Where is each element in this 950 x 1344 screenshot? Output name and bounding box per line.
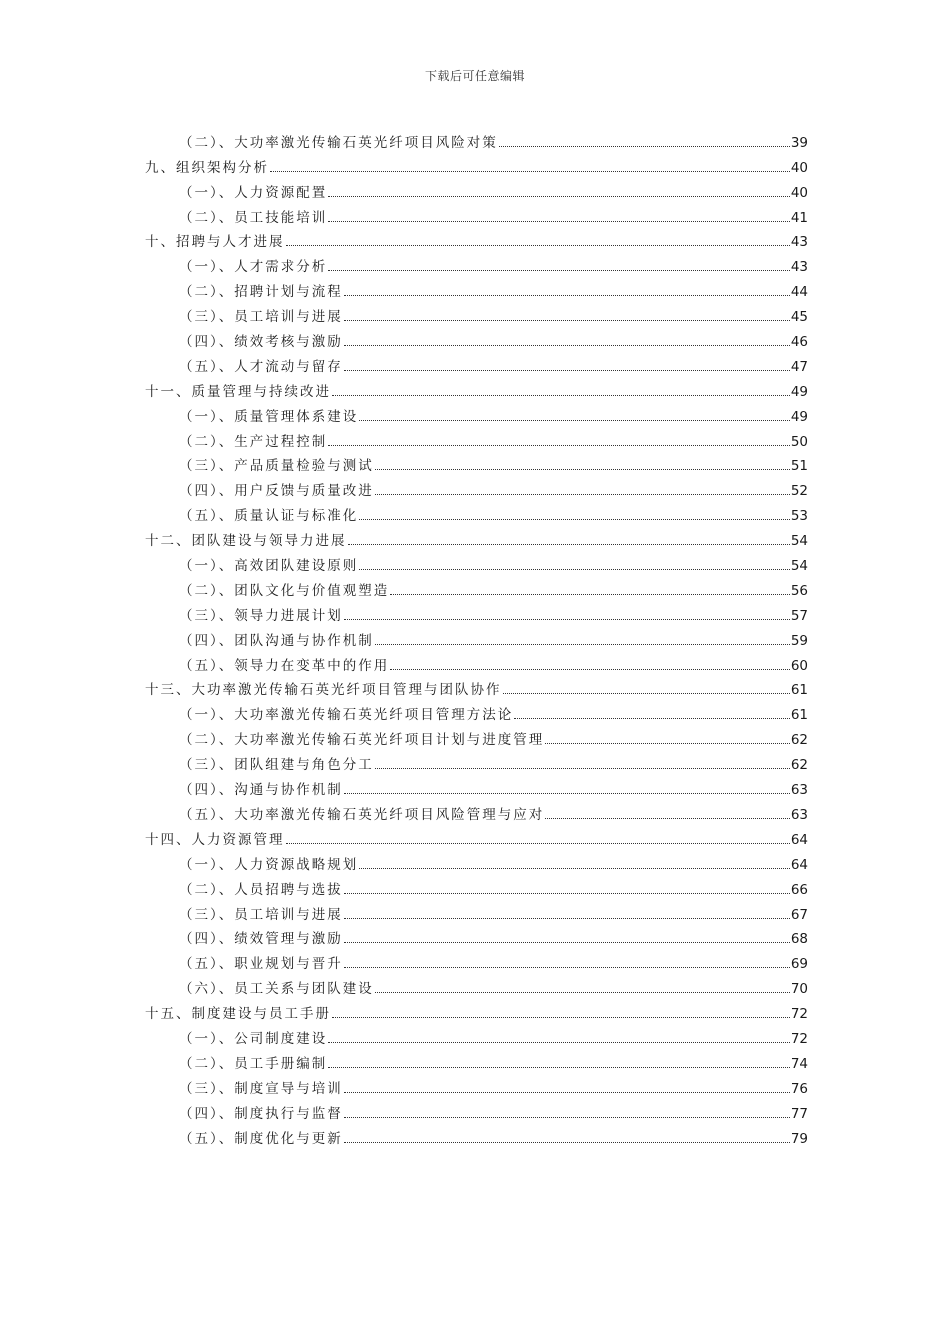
toc-dot-leader [390,594,790,595]
toc-entry-title: （三）、员工培训与进展 [179,309,343,326]
toc-page-number: 54 [790,533,808,550]
toc-section-entry[interactable] [145,1047,808,1072]
toc-dot-leader [328,445,790,446]
toc-entry-title: （四）、用户反馈与质量改进 [179,483,374,500]
toc-dot-leader [344,918,790,919]
toc-page-number: 40 [790,159,808,176]
toc-section-entry[interactable] [145,599,808,624]
toc-page-number: 77 [790,1105,808,1122]
toc-entry-title: （一）、公司制度建设 [179,1030,328,1047]
toc-entry-title: 十、招聘与人才进展 [145,234,285,251]
toc-entry-title: （一）、大功率激光传输石英光纤项目管理方法论 [179,707,514,724]
toc-page-number: 53 [790,508,808,525]
toc-dot-leader [344,370,790,371]
toc-page-number: 67 [790,906,808,923]
toc-page-number: 66 [790,881,808,898]
toc-dot-leader [344,1142,790,1143]
toc-section-entry[interactable] [145,1022,808,1047]
toc-dot-leader [344,619,790,620]
toc-entry-title: （一）、人力资源配置 [179,184,328,201]
toc-entry-title: （三）、领导力进展计划 [179,607,343,624]
toc-page-number: 47 [790,358,808,375]
toc-dot-leader [332,1017,790,1018]
toc-entry-title: （四）、绩效管理与激励 [179,931,343,948]
toc-dot-leader [545,743,790,744]
toc-section-entry[interactable] [145,723,808,748]
toc-section-entry[interactable] [145,873,808,898]
toc-entry-title: （二）、生产过程控制 [179,433,328,450]
toc-section-entry[interactable] [145,350,808,375]
toc-dot-leader [328,270,790,271]
toc-dot-leader [359,519,790,520]
toc-dot-leader [286,245,790,246]
toc-page-number: 39 [790,134,808,151]
toc-section-entry[interactable] [145,923,808,948]
toc-dot-leader [344,942,790,943]
toc-entry-title: （五）、领导力在变革中的作用 [179,657,390,674]
toc-page-number: 62 [790,757,808,774]
toc-page-number: 74 [790,1055,808,1072]
toc-dot-leader [503,693,790,694]
toc-chapter-entry[interactable] [145,674,808,699]
toc-section-entry[interactable] [145,474,808,499]
toc-page-number: 64 [790,831,808,848]
toc-page-number: 46 [790,334,808,351]
toc-entry-title: （二）、大功率激光传输石英光纤项目计划与进度管理 [179,732,545,749]
toc-entry-title: （五）、制度优化与更新 [179,1130,343,1147]
toc-page-number: 70 [790,981,808,998]
toc-entry-title: （四）、制度执行与监督 [179,1105,343,1122]
toc-dot-leader [344,1117,790,1118]
toc-section-entry[interactable] [145,176,808,201]
toc-page-number: 63 [790,782,808,799]
toc-page-number: 59 [790,632,808,649]
toc-dot-leader [286,843,790,844]
toc-page-number: 61 [790,682,808,699]
toc-section-entry[interactable] [145,400,808,425]
toc-chapter-entry[interactable] [145,823,808,848]
toc-page-number: 79 [790,1130,808,1147]
toc-section-entry[interactable] [145,275,808,300]
toc-page-number: 69 [790,956,808,973]
toc-section-entry[interactable] [145,1072,808,1097]
toc-dot-leader [348,544,790,545]
toc-page-number: 76 [790,1080,808,1097]
toc-dot-leader [270,171,790,172]
toc-page-number: 64 [790,856,808,873]
toc-entry-title: 十五、制度建设与员工手册 [145,1006,331,1023]
toc-entry-title: 九、组织架构分析 [145,159,269,176]
toc-section-entry[interactable] [145,126,808,151]
toc-dot-leader [390,669,790,670]
toc-section-entry[interactable] [145,947,808,972]
toc-page-number: 60 [790,657,808,674]
toc-chapter-entry[interactable] [145,226,808,251]
toc-entry-title: （五）、职业规划与晋升 [179,956,343,973]
toc-dot-leader [328,1042,790,1043]
toc-page-number: 43 [790,234,808,251]
toc-dot-leader [375,992,790,993]
toc-section-entry[interactable] [145,549,808,574]
toc-entry-title: （一）、高效团队建设原则 [179,558,359,575]
toc-dot-leader [375,768,790,769]
toc-entry-title: （四）、沟通与协作机制 [179,782,343,799]
toc-section-entry[interactable] [145,748,808,773]
toc-section-entry[interactable] [145,898,808,923]
toc-entry-title: （一）、人力资源战略规划 [179,856,359,873]
toc-page-number: 52 [790,483,808,500]
toc-page-number: 62 [790,732,808,749]
toc-dot-leader [545,818,790,819]
toc-entry-title: （三）、团队组建与角色分工 [179,757,374,774]
toc-dot-leader [328,196,790,197]
toc-entry-title: （二）、大功率激光传输石英光纤项目风险对策 [179,134,498,151]
toc-section-entry[interactable] [145,201,808,226]
toc-page-number: 68 [790,931,808,948]
toc-entry-title: （五）、人才流动与留存 [179,358,343,375]
toc-page-number: 49 [790,408,808,425]
toc-page-number: 54 [790,558,808,575]
toc-entry-title: 十二、团队建设与领导力进展 [145,533,347,550]
toc-entry-title: （二）、人员招聘与选拔 [179,881,343,898]
toc-section-entry[interactable] [145,450,808,475]
toc-dot-leader [344,893,790,894]
toc-chapter-entry[interactable] [145,375,808,400]
toc-section-entry[interactable] [145,425,808,450]
toc-entry-title: （二）、团队文化与价值观塑造 [179,582,390,599]
toc-entry-title: （五）、大功率激光传输石英光纤项目风险管理与应对 [179,806,545,823]
toc-page-number: 61 [790,707,808,724]
toc-section-entry[interactable] [145,1097,808,1122]
table-of-contents [145,126,808,1147]
toc-dot-leader [344,967,790,968]
toc-section-entry[interactable] [145,773,808,798]
toc-entry-title: （一）、质量管理体系建设 [179,408,359,425]
toc-entry-title: （四）、团队沟通与协作机制 [179,632,374,649]
toc-dot-leader [359,569,790,570]
toc-section-entry[interactable] [145,848,808,873]
toc-section-entry[interactable] [145,325,808,350]
toc-entry-title: （五）、质量认证与标准化 [179,508,359,525]
toc-page-number: 50 [790,433,808,450]
toc-section-entry[interactable] [145,499,808,524]
toc-section-entry[interactable] [145,972,808,997]
toc-page-number: 44 [790,284,808,301]
toc-dot-leader [344,345,790,346]
toc-page-number: 57 [790,607,808,624]
toc-entry-title: （二）、招聘计划与流程 [179,284,343,301]
toc-dot-leader [344,1092,790,1093]
toc-section-entry[interactable] [145,574,808,599]
toc-entry-title: 十四、人力资源管理 [145,831,285,848]
toc-dot-leader [328,1067,790,1068]
toc-dot-leader [344,295,790,296]
toc-dot-leader [514,718,790,719]
toc-page-number: 49 [790,383,808,400]
toc-entry-title: （三）、制度宣导与培训 [179,1080,343,1097]
toc-page-number: 51 [790,458,808,475]
toc-page-number: 43 [790,259,808,276]
page-header: 下载后可任意编辑 [424,69,525,83]
toc-entry-title: （四）、绩效考核与激励 [179,334,343,351]
toc-chapter-entry[interactable] [145,151,808,176]
toc-entry-title: （六）、员工关系与团队建设 [179,981,374,998]
toc-page-number: 45 [790,309,808,326]
toc-dot-leader [375,644,790,645]
toc-section-entry[interactable] [145,1122,808,1147]
toc-section-entry[interactable] [145,798,808,823]
toc-chapter-entry[interactable] [145,997,808,1022]
toc-dot-leader [344,793,790,794]
toc-dot-leader [332,395,790,396]
toc-entry-title: （二）、员工技能培训 [179,209,328,226]
toc-page-number: 41 [790,209,808,226]
toc-entry-title: 十一、质量管理与持续改进 [145,383,331,400]
toc-section-entry[interactable] [145,624,808,649]
toc-dot-leader [359,868,790,869]
toc-dot-leader [328,221,790,222]
toc-page-number: 40 [790,184,808,201]
toc-chapter-entry[interactable] [145,524,808,549]
toc-page-number: 72 [790,1006,808,1023]
toc-section-entry[interactable] [145,649,808,674]
toc-entry-title: （三）、员工培训与进展 [179,906,343,923]
toc-entry-title: （一）、人才需求分析 [179,259,328,276]
toc-dot-leader [375,469,790,470]
toc-dot-leader [499,146,790,147]
toc-dot-leader [344,320,790,321]
toc-page-number: 63 [790,806,808,823]
toc-section-entry[interactable] [145,250,808,275]
toc-entry-title: （三）、产品质量检验与测试 [179,458,374,475]
toc-dot-leader [375,494,790,495]
toc-dot-leader [359,420,790,421]
toc-entry-title: （二）、员工手册编制 [179,1055,328,1072]
toc-entry-title: 十三、大功率激光传输石英光纤项目管理与团队协作 [145,682,502,699]
toc-page-number: 56 [790,582,808,599]
toc-section-entry[interactable] [145,300,808,325]
toc-page-number: 72 [790,1030,808,1047]
toc-section-entry[interactable] [145,698,808,723]
